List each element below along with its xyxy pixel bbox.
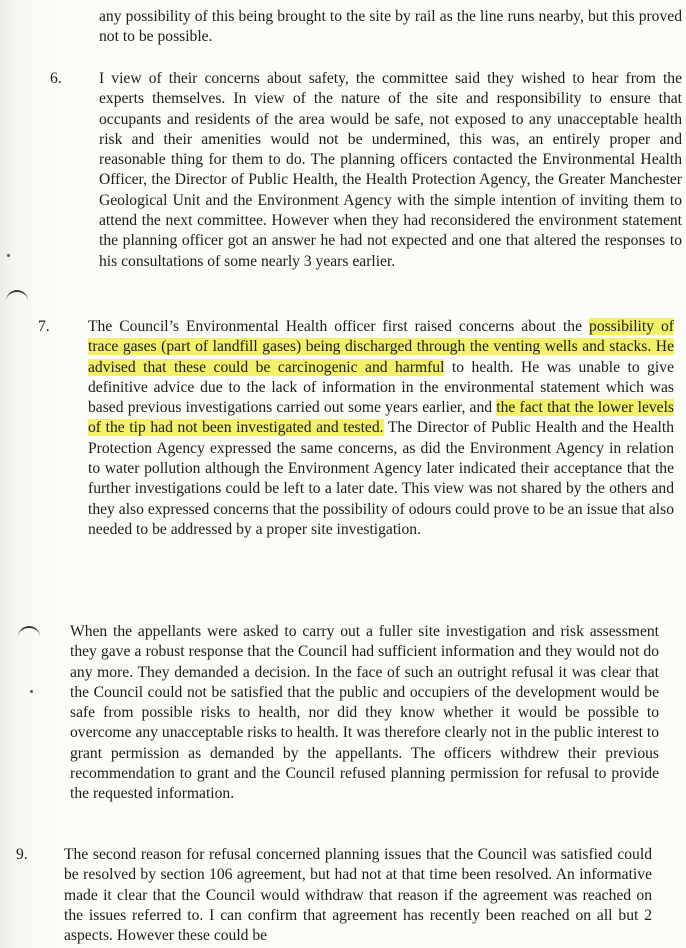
highlighted-text: the fact that the lower levels of the tip had not been investigated and tested. [88,399,674,437]
paragraph-9 [64,845,652,946]
highlighted-text: possibility of trace gases (part of landfill gases) being discharged through the venting wells and stacks. He advised that these could be carcinogenic and harmful [88,318,674,376]
paragraph-number-9: 9. [16,846,28,863]
paragraph-7 [88,317,674,540]
paragraph-8-text: When the appellants were asked to carry out a fuller site investigation and risk assessment they gave a robust response that the Council had sufficient information and they would not do any more. They demanded a decision. In the face of such an outright refusal it was clear that the Council could not be satisfied that the public and occupiers of the development would be safe from possible risks to health, nor did they know whether it would be possible to overcome any unacceptable risks to health. It was therefore clearly not in the public interest to grant permission as demanded by the appellants. The officers withdrew their previous recommendation to grant and the Council refused planning permission for refusal to provide the requested information. [70,623,659,803]
paragraph-6 [99,69,682,272]
punch-hole-mark [6,290,28,306]
paragraph-intro-text: any possibility of this being brought to the site by rail as the line runs nearby, but this proved not to be possible. [99,8,682,46]
punch-hole-mark [18,626,40,642]
paragraph-7-text: The Council’s Environmental Health officer first raised concerns about the [88,318,590,335]
paragraph-number-7: 7. [38,318,50,335]
paragraph-7-text: to health. He was unable to give definitive advice due to the lack of information in the environmental statement which was based previous investigations carried out some years earlier, and [88,358,674,417]
scan-speck [30,690,33,693]
paragraph-8 [70,622,659,805]
paragraph-number-6: 6. [50,70,62,87]
paragraph-6-text: I view of their concerns about safety, the committee said they wished to hear from the experts themselves. In view of the nature of the site and responsibility to ensure that occupants and residents of the area would be safe, not exposed to any unacceptable health risk and their amenities would not be undermined, this was, an entirely proper and reasonable thing for them to do. The planning officers contacted the Environmental Health Officer, the Director of Public Health, the Health Protection Agency, the Greater Manchester Geological Unit and the Environment Agency with the simple intention of inviting them to attend the next committee. However when they had reconsidered the environment statement the planning officer got an answer he had not expected and one that altered the responses to his consultations of some nearly 3 years earlier. [99,70,682,270]
paragraph-9-text: The second reason for refusal concerned planning issues that the Council was satisfied could be resolved by section 106 agreement, but had not at that time been resolved. An informative made it clear that the Council would withdraw that reason if the agreement was reached on the issues referred to. I can confirm that agreement has recently been reached on all but 2 aspects. However these could be [64,846,652,945]
paragraph-7-text: The Director of Public Health and the Health Protection Agency expressed the same concerns, as did the Environment Agency in relation to water pollution although the Environment Agency later indicated their acceptance that the further investigations could be left to a later date. This view was not shared by the others and they also expressed concerns that the possibility of odours could prove to be an issue that also needed to be addressed by a proper site investigation. [88,419,674,538]
scan-speck [7,254,10,257]
paragraph-intro [99,7,682,48]
